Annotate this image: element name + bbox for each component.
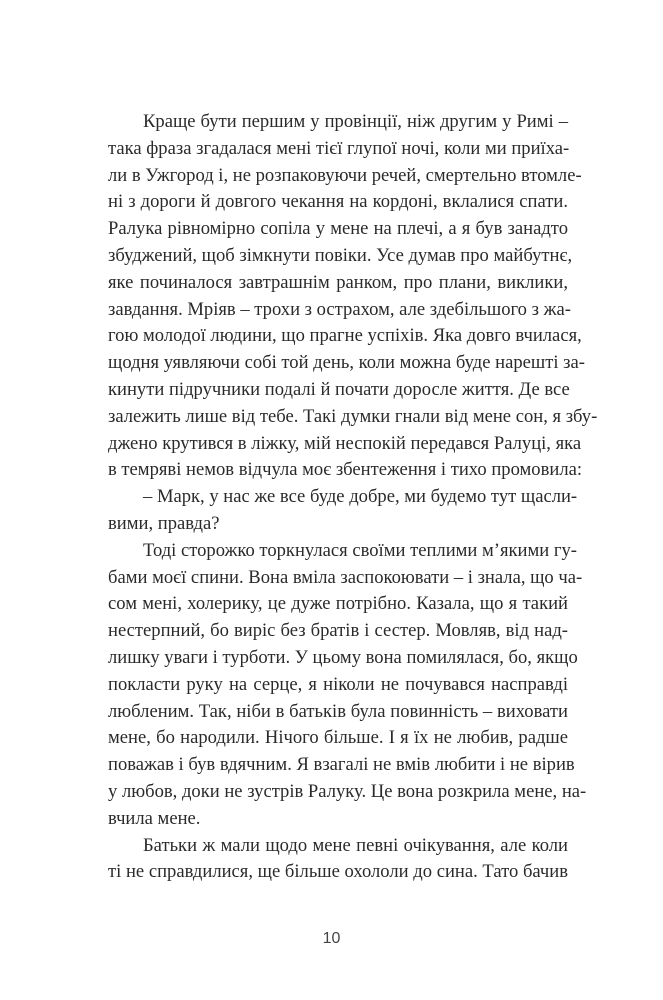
- page-number: 10: [322, 930, 341, 947]
- text-line: вими, правда?: [108, 512, 220, 534]
- text-line: завдання. Мріяв – трохи з острахом, але здебільшого з жа-: [108, 298, 571, 320]
- text-line: ні з дороги й довгого чекання на кордоні, вклалися спати.: [108, 191, 568, 213]
- text-line: поважав і був вдячним. Я взагалі не вмів любити і не вірив: [108, 754, 575, 776]
- text-line: в темряві немов відчула моє збентеження і тихо промовила:: [108, 459, 583, 481]
- text-line: джено крутився в ліжку, мій неспокій передався Ралуці, яка: [108, 432, 582, 454]
- text-line: любленим. Так, ніби в батьків була повинність – виховати: [108, 700, 568, 722]
- text-line: Ралука рівномірно сопіла у мене на плечі, а я був занадто: [108, 218, 568, 240]
- text-line: мене, бо народили. Нічого більше. І я їх не любив, радше: [108, 727, 568, 749]
- text-line: Краще бути першим у провінції, ніж другим у Римі –: [143, 111, 568, 132]
- text-line: Батьки ж мали щодо мене певні очікування, але коли: [143, 834, 568, 856]
- text-line: бами моєї спини. Вона вміла заспокоювати – і знала, що ча-: [108, 566, 583, 588]
- text-line: ли в Ужгород і, не розпаковуючи речей, смертельно втомле-: [108, 164, 582, 186]
- text-line: збуджений, щоб зімкнути повіки. Усе думав про майбутнє,: [108, 244, 573, 266]
- text-line: у любов, доки не зустрів Ралуку. Це вона розкрила мене, на-: [108, 780, 587, 802]
- text-line: покласти руку на серце, я ніколи не почувався насправді: [108, 673, 568, 695]
- text-line: гою молодої людини, що прагне успіхів. Яка довго вчилася,: [108, 325, 582, 347]
- text-line: лишку уваги і турботи. У цьому вона помилялася, бо, якщо: [108, 646, 578, 668]
- text-line: сом мені, холерику, це дуже потрібно. Казала, що я такий: [108, 593, 568, 615]
- text-line: залежить лише від тебе. Такі думки гнали від мене сон, я збу-: [108, 405, 598, 427]
- text-line: яке починалося завтрашнім ранком, про плани, виклики,: [108, 271, 568, 293]
- text-line: кинути підручники подалі й почати доросле життя. Де все: [108, 378, 570, 400]
- text-line: Тоді сторожко торкнулася своїми теплими м’якими гу-: [143, 539, 577, 561]
- page-body-text: [108, 109, 598, 886]
- text-line: вчила мене.: [108, 807, 201, 829]
- text-line: ті не справдилися, ще більше охололи до сина. Тато бачив: [108, 861, 568, 883]
- text-line: така фраза згадалася мені тієї глупої ночі, коли ми приїха-: [108, 137, 570, 159]
- text-line: нестерпний, бо виріс без братів і сестер. Мовляв, від над-: [108, 620, 568, 642]
- text-line: щодня уявляючи собі той день, коли можна буде нарешті за-: [108, 352, 585, 374]
- text-line: – Марк, у нас же все буде добре, ми будемо тут щасли-: [143, 486, 578, 508]
